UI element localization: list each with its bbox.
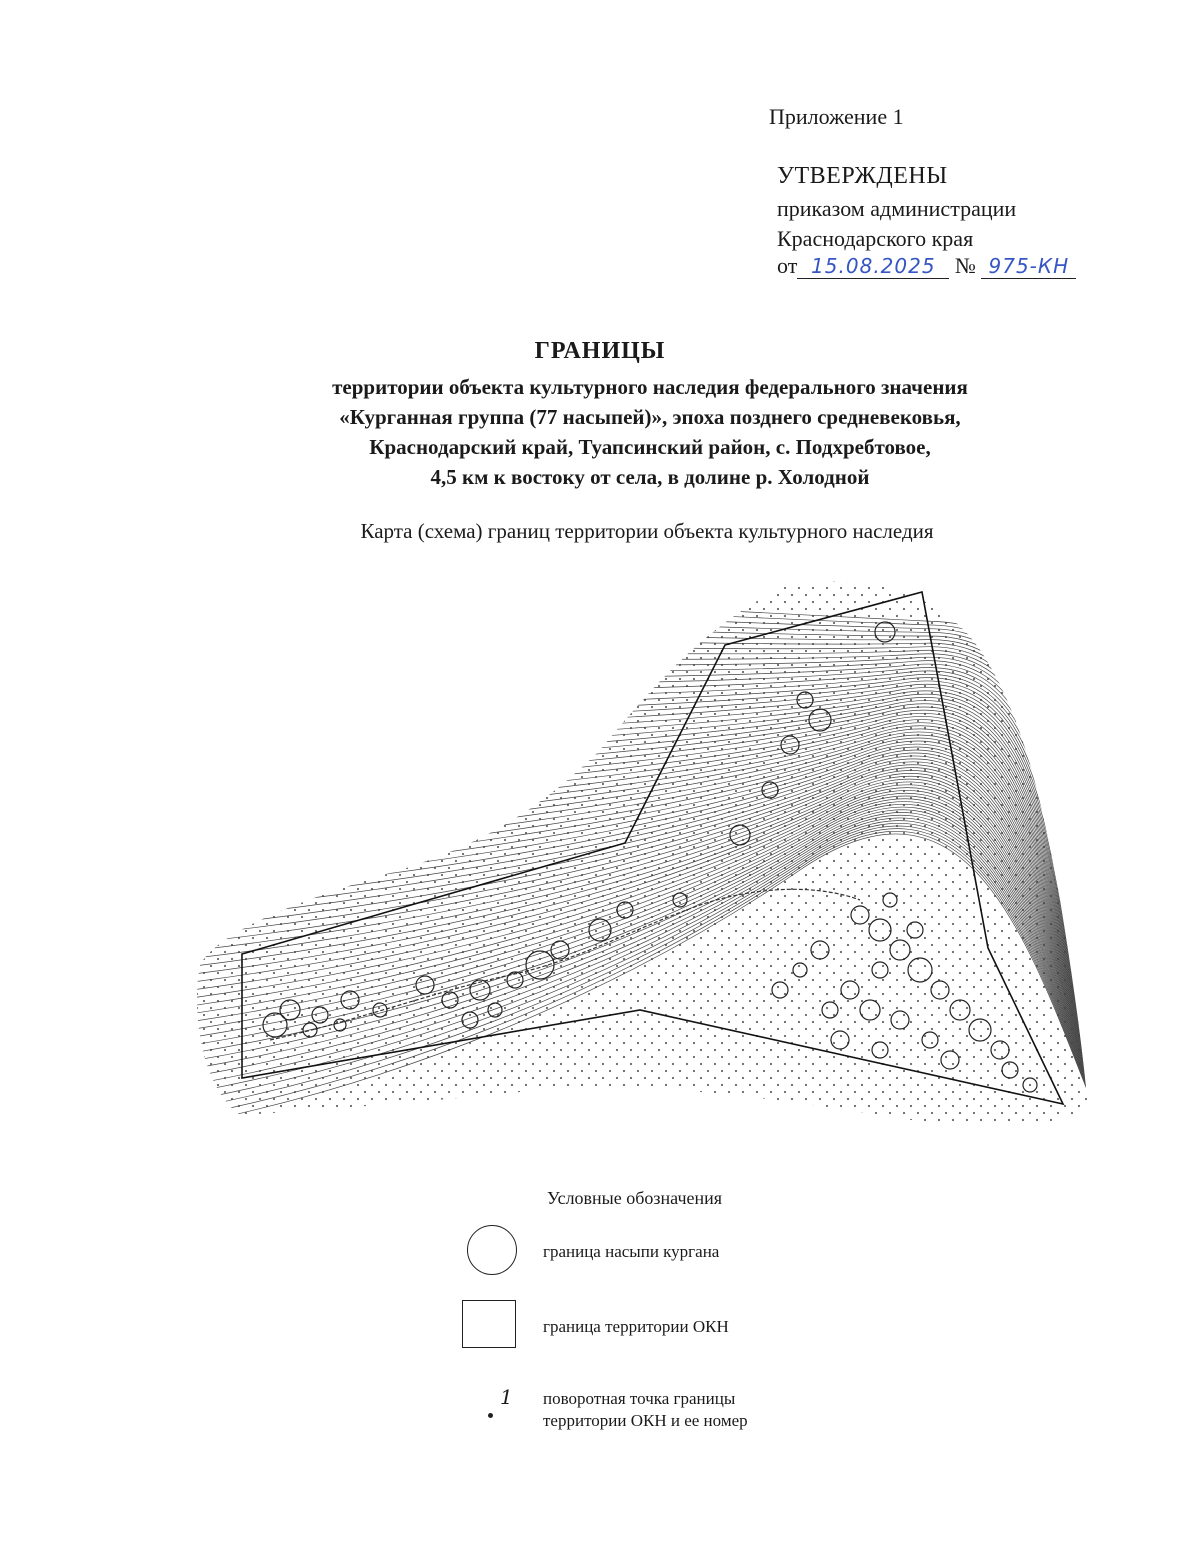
legend-title: Условные обозначения	[547, 1188, 723, 1208]
legend-turning-point-line1: поворотная точка границы	[543, 1389, 736, 1408]
document-title: ГРАНИЦЫ	[534, 338, 666, 364]
subtitle-line-2: «Курганная группа (77 насыпей)», эпоха позднего средневековья,	[339, 405, 961, 429]
map-caption: Карта (схема) границ территории объекта культурного наследия	[360, 519, 934, 543]
boundary-map	[180, 570, 1100, 1150]
order-issuer-line2: Краснодарского края	[777, 226, 974, 251]
legend-territory-label: граница территории ОКН	[543, 1317, 729, 1336]
approved-heading: УТВЕРЖДЕНЫ	[777, 163, 948, 189]
topographic-map-drawing	[180, 570, 1100, 1150]
date-prefix: от	[777, 253, 798, 278]
subtitle-line-4: 4,5 км к востоку от села, в долине р. Холодной	[430, 465, 870, 489]
appendix-label: Приложение 1	[769, 104, 904, 129]
legend-turning-point-label	[543, 1388, 748, 1432]
document-subtitle	[150, 372, 1150, 492]
mound-boundary-legend-icon	[467, 1225, 517, 1275]
order-issuer-line1: приказом администрации	[777, 196, 1017, 221]
subtitle-line-3: Краснодарский край, Туапсинский район, с. Подхребтовое,	[369, 435, 931, 459]
legend-mound-label: граница насыпи кургана	[543, 1242, 720, 1261]
territory-boundary-legend-icon	[462, 1300, 516, 1348]
order-date-handwritten: 15.08.2025	[797, 254, 949, 279]
turning-point-number: 1	[500, 1385, 513, 1409]
order-date-number-line	[777, 253, 1076, 279]
number-prefix: №	[954, 253, 976, 278]
legend-turning-point-line2: территории ОКН и ее номер	[543, 1411, 748, 1430]
subtitle-line-1: территории объекта культурного наследия федерального значения	[332, 375, 968, 399]
turning-point-dot-icon	[488, 1413, 493, 1418]
order-number-handwritten: 975-КН	[981, 254, 1076, 279]
